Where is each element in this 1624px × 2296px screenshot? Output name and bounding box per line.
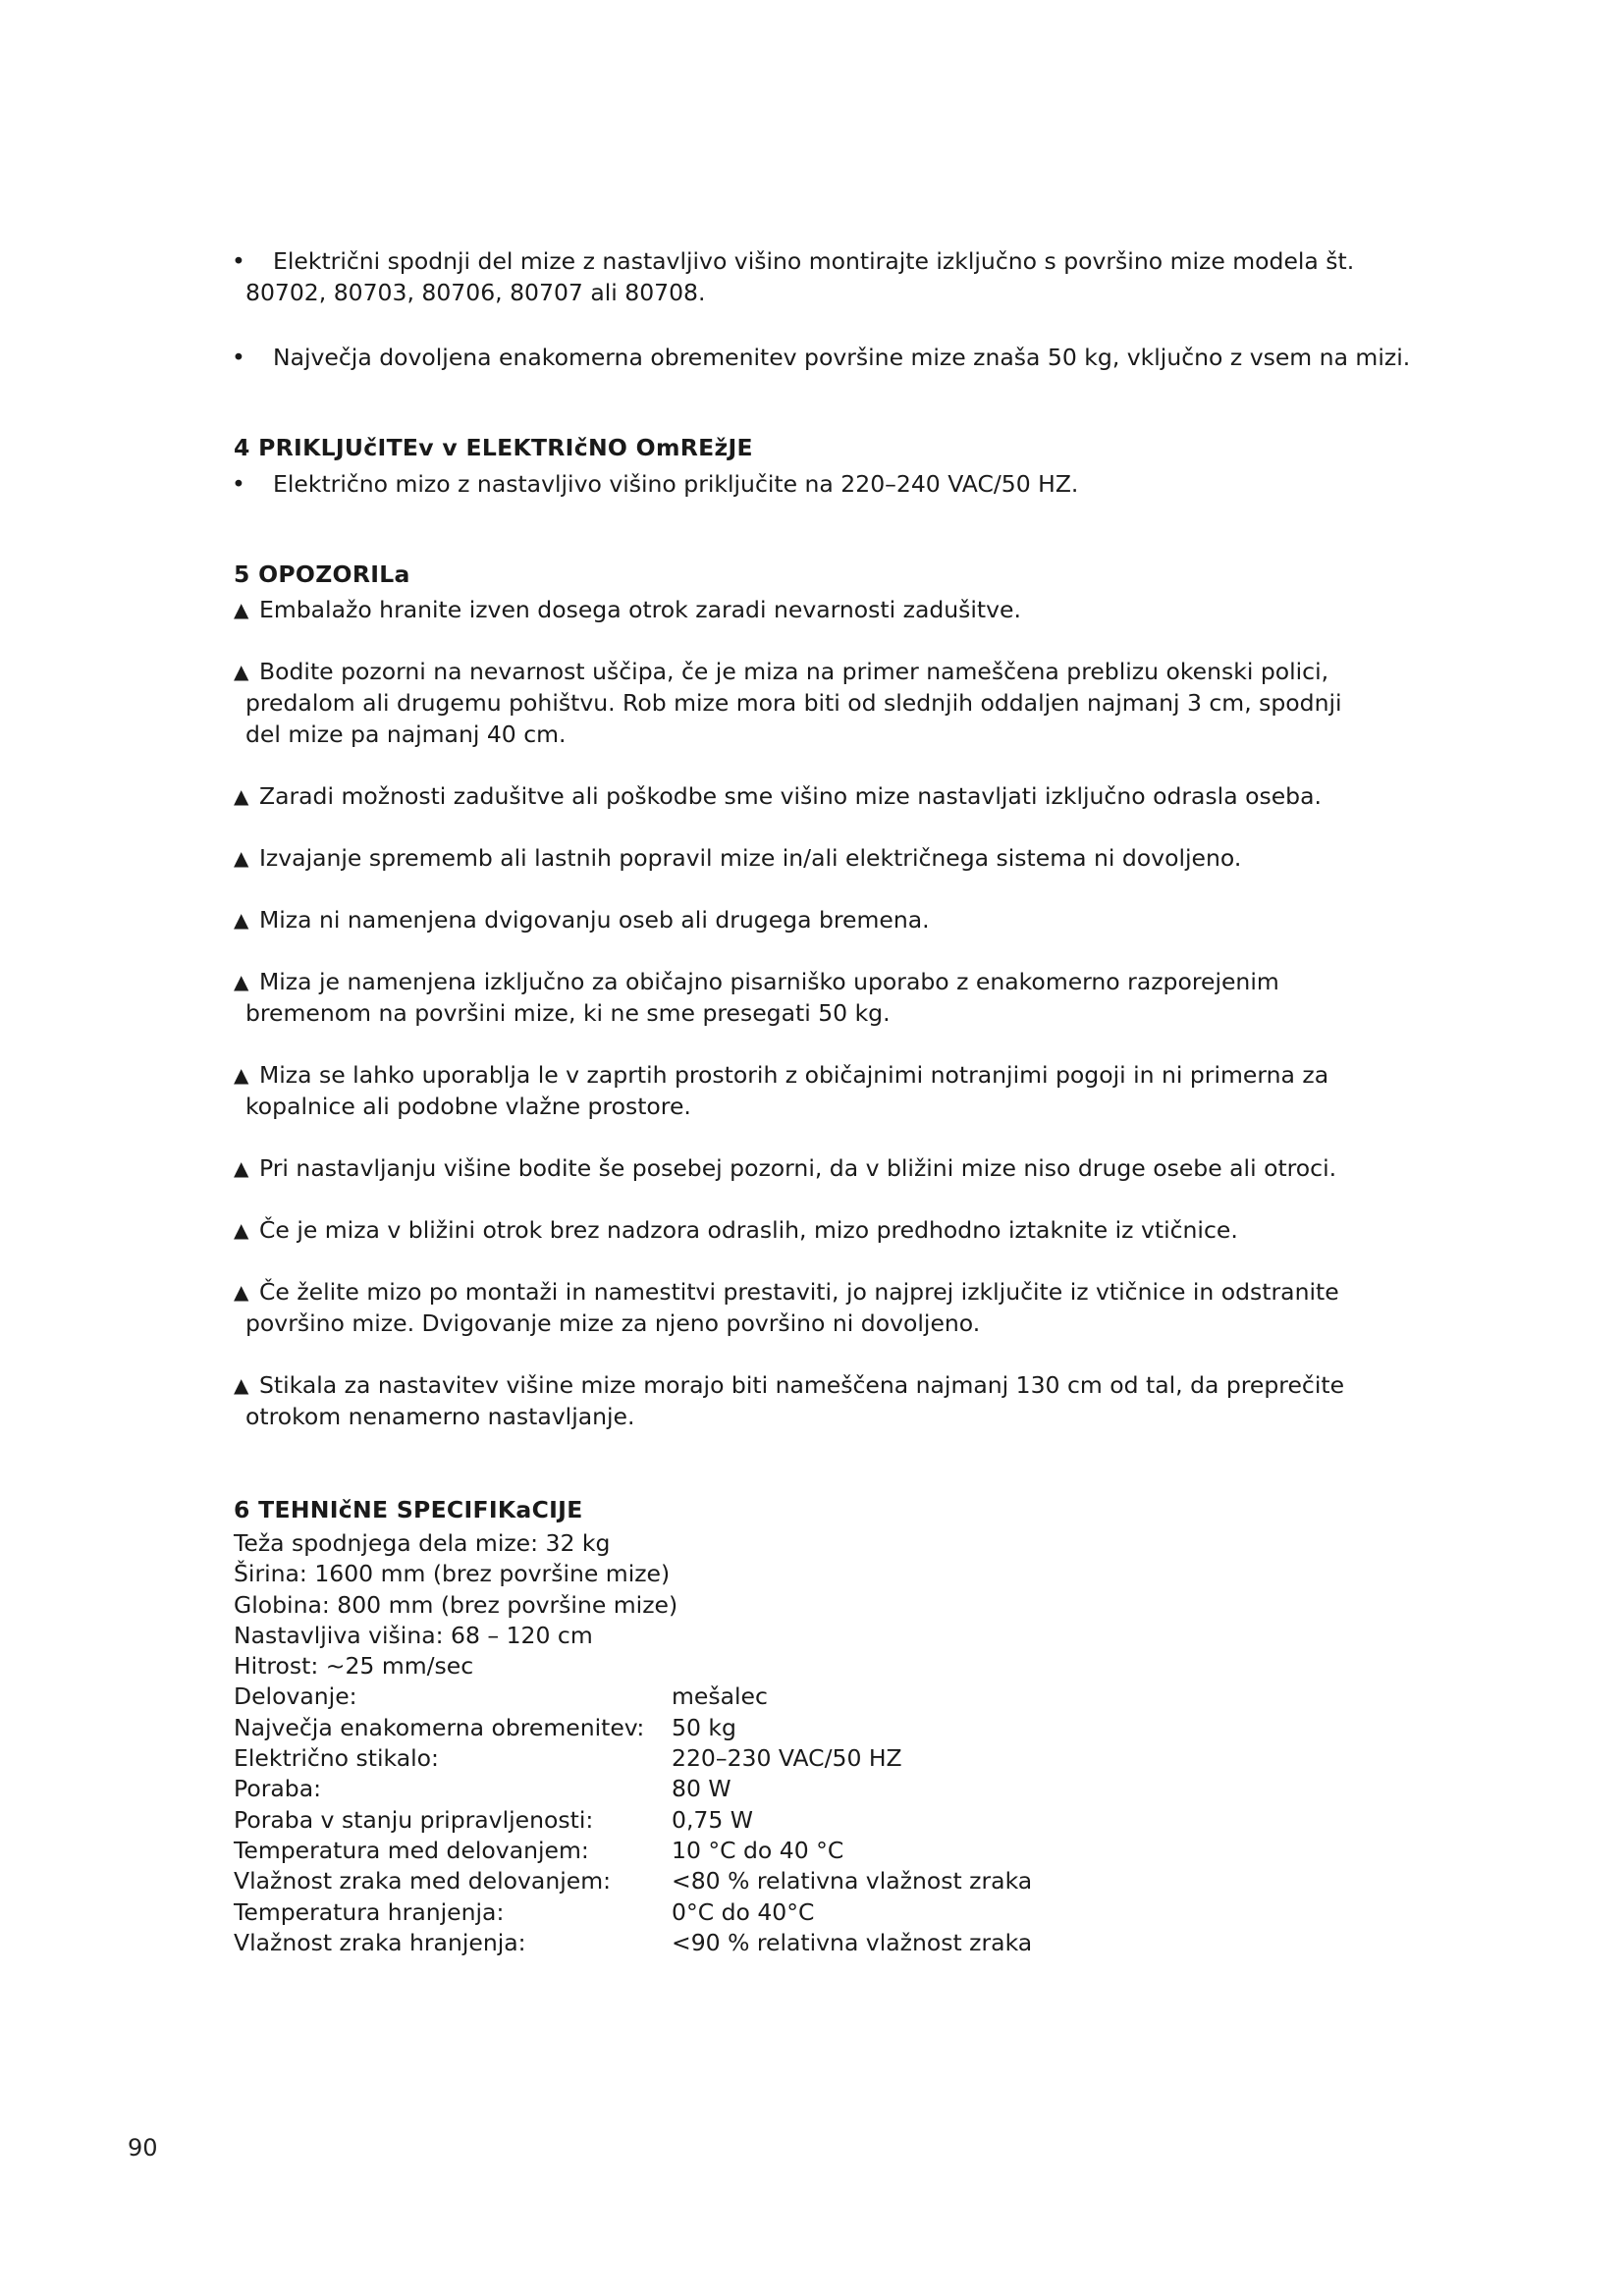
spec-label: Vlažnost zraka hranjenja: — [234, 1928, 526, 1956]
bullet-text: Največja dovoljena enakomerna obremenitev površine mize znaša 50 kg, vključno z vsem na mizi. — [273, 344, 1411, 371]
spec-value: 220–230 VAC/50 HZ — [672, 1744, 902, 1773]
section-heading: 5 OPOZORILa — [234, 561, 410, 588]
spec-row — [234, 1742, 1117, 1773]
spec-row — [234, 1865, 1117, 1896]
spec-label: Teža spodnjega dela mize: 32 kg — [234, 1529, 611, 1557]
spec-row — [234, 1527, 1117, 1558]
warning-text: Izvajanje sprememb ali lastnih popravil mize in/ali električnega sistema ni dovoljeno. — [259, 844, 1242, 872]
warning-triangle-icon: ▲ — [234, 784, 249, 808]
spec-label: Poraba v stanju pripravljenosti: — [234, 1805, 594, 1834]
warning-text: predalom ali drugemu pohištvu. Rob mize mora biti od slednjih oddaljen najmanj 3 cm, spodnji — [245, 689, 1342, 717]
warning-text: Miza ni namenjena dvigovanju oseb ali drugega bremena. — [259, 906, 930, 934]
warning-text: Miza je namenjena izključno za običajno pisarniško uporabo z enakomerno razporejenim — [259, 968, 1279, 995]
section-heading: 4 PRIKLJUčITEv v ELEKTRIčNO OmREžJE — [234, 434, 753, 461]
spec-row — [234, 1835, 1117, 1865]
warning-text: kopalnice ali podobne vlažne prostore. — [245, 1093, 691, 1120]
bullet-dot: • — [232, 344, 245, 371]
spec-label: Globina: 800 mm (brez površine mize) — [234, 1590, 678, 1619]
warning-text: Pri nastavljanju višine bodite še posebej pozorni, da v bližini mize niso druge osebe ali otroci. — [259, 1154, 1337, 1182]
spec-label: Temperatura med delovanjem: — [234, 1836, 589, 1864]
warning-triangle-icon: ▲ — [234, 1280, 249, 1304]
page-number: 90 — [128, 2134, 158, 2162]
bullet-text: Električno mizo z nastavljivo višino priključite na 220–240 VAC/50 HZ. — [273, 470, 1079, 498]
spec-row — [234, 1650, 1117, 1681]
bullet-text: Električni spodnji del mize z nastavljivo višino montirajte izključno s površino mize modela št. — [273, 247, 1355, 275]
spec-row — [234, 1620, 1117, 1650]
spec-label: Največja enakomerna obremenitev: — [234, 1713, 645, 1741]
spec-row — [234, 1558, 1117, 1588]
warning-triangle-icon: ▲ — [234, 1373, 249, 1397]
warning-triangle-icon: ▲ — [234, 1218, 249, 1242]
bullet-dot: • — [232, 247, 245, 275]
warning-text: Embalažo hranite izven dosega otrok zaradi nevarnosti zadušitve. — [259, 596, 1021, 623]
warning-text: otrokom nenamerno nastavljanje. — [245, 1403, 635, 1430]
warning-text: bremenom na površini mize, ki ne sme presegati 50 kg. — [245, 999, 891, 1027]
spec-row — [234, 1927, 1117, 1957]
warning-text: Če želite mizo po montaži in namestitvi prestaviti, jo najprej izključite iz vtičnice in odstranite — [259, 1278, 1339, 1306]
spec-label: Širina: 1600 mm (brez površine mize) — [234, 1560, 671, 1588]
spec-row — [234, 1681, 1117, 1711]
warning-text: Miza se lahko uporablja le v zaprtih prostorih z običajnimi notranjimi pogoji in ni primerna za — [259, 1061, 1329, 1089]
spec-label: Vlažnost zraka med delovanjem: — [234, 1867, 612, 1896]
spec-row — [234, 1589, 1117, 1620]
spec-value: 0°C do 40°C — [672, 1897, 815, 1926]
bullet-dot: • — [232, 470, 245, 498]
spec-label: Električno stikalo: — [234, 1744, 439, 1773]
warning-triangle-icon: ▲ — [234, 598, 249, 621]
spec-row — [234, 1712, 1117, 1742]
spec-row — [234, 1773, 1117, 1803]
spec-value: 0,75 W — [672, 1805, 754, 1834]
bullet-text-cont: 80702, 80703, 80706, 80707 ali 80708. — [245, 279, 706, 306]
warning-triangle-icon: ▲ — [234, 908, 249, 932]
warning-triangle-icon: ▲ — [234, 1063, 249, 1087]
spec-row — [234, 1804, 1117, 1835]
spec-label: Hitrost: ~25 mm/sec — [234, 1652, 474, 1681]
spec-value: <90 % relativna vlažnost zraka — [672, 1928, 1033, 1956]
warning-text: površino mize. Dvigovanje mize za njeno površino ni dovoljeno. — [245, 1309, 981, 1337]
warning-text: Zaradi možnosti zadušitve ali poškodbe sme višino mize nastavljati izključno odrasla oseba. — [259, 782, 1322, 810]
spec-label: Delovanje: — [234, 1682, 357, 1711]
warning-text: Bodite pozorni na nevarnost uščipa, če je miza na primer nameščena preblizu okenski polici, — [259, 658, 1329, 685]
spec-value: 50 kg — [672, 1713, 736, 1741]
warning-triangle-icon: ▲ — [234, 1156, 249, 1180]
spec-label: Temperatura hranjenja: — [234, 1897, 505, 1926]
spec-table — [234, 1527, 1117, 1957]
warning-text: del mize pa najmanj 40 cm. — [245, 721, 567, 748]
spec-value: 10 °C do 40 °C — [672, 1836, 844, 1864]
spec-label: Nastavljiva višina: 68 – 120 cm — [234, 1621, 593, 1649]
section-heading: 6 TEHNIčNE SPECIFIKaCIJE — [234, 1496, 583, 1523]
spec-value: <80 % relativna vlažnost zraka — [672, 1867, 1033, 1896]
warning-triangle-icon: ▲ — [234, 846, 249, 870]
spec-value: 80 W — [672, 1775, 731, 1803]
warning-triangle-icon: ▲ — [234, 970, 249, 993]
warning-text: Če je miza v bližini otrok brez nadzora odraslih, mizo predhodno iztaknite iz vtičnice. — [259, 1216, 1238, 1244]
spec-row — [234, 1896, 1117, 1927]
warning-text: Stikala za nastavitev višine mize morajo biti nameščena najmanj 130 cm od tal, da preprečite — [259, 1371, 1345, 1399]
warning-triangle-icon: ▲ — [234, 660, 249, 683]
spec-label: Poraba: — [234, 1775, 322, 1803]
spec-value: mešalec — [672, 1682, 768, 1711]
